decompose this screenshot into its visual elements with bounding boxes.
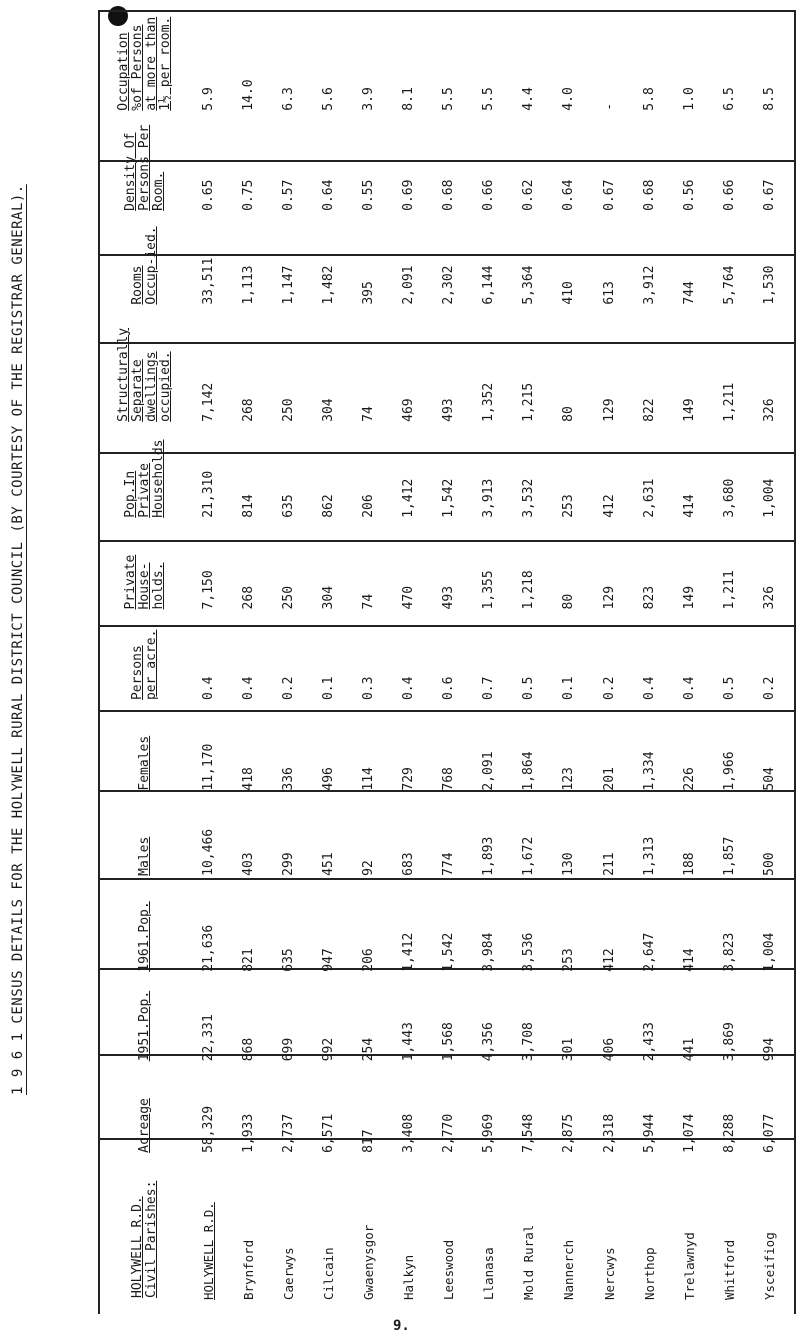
table-cell: 2,770 — [441, 1113, 457, 1153]
table-cell: 92 — [361, 860, 377, 876]
table-cell: 0.56 — [681, 179, 697, 211]
table-cell: 7,142 — [201, 382, 217, 422]
parish-name-cell: Brynford — [241, 1239, 257, 1300]
table-cell: 1,857 — [721, 836, 737, 876]
table-cell: 0.68 — [641, 179, 657, 211]
table-cell: 5,364 — [521, 265, 537, 305]
table-cell: 496 — [321, 767, 337, 791]
table-cell: 5,969 — [481, 1113, 497, 1153]
table-cell: 80 — [561, 593, 577, 610]
table-cell: 1,933 — [241, 1113, 257, 1153]
table-cell: 2,091 — [481, 751, 497, 791]
table-cell: 1,864 — [521, 751, 537, 791]
table-cell: 301 — [561, 1037, 577, 1062]
table-row — [710, 10, 750, 1306]
table-cell: 0.4 — [201, 676, 217, 701]
table-cell: 3,869 — [721, 1022, 737, 1062]
table-cell: 0.5 — [521, 676, 537, 701]
table-cell: 1,443 — [401, 1022, 417, 1062]
table-cell: 1,334 — [641, 751, 657, 791]
parish-name-cell: Caerwys — [281, 1247, 297, 1300]
table-cell: 469 — [401, 398, 417, 422]
table-cell: 2,091 — [401, 265, 417, 305]
table-cell: 0.2 — [281, 676, 297, 701]
table-cell: 268 — [241, 585, 257, 610]
table-cell: 123 — [561, 767, 577, 791]
table-cell: 0.57 — [281, 179, 297, 211]
table-cell: 7,548 — [521, 1113, 537, 1153]
table-cell: 3,912 — [641, 265, 657, 305]
table-cell: 823 — [641, 585, 657, 610]
table-cell: 0.2 — [601, 676, 617, 701]
table-cell: 336 — [281, 767, 297, 791]
table-cell: 74 — [361, 406, 377, 422]
table-cell: 0.55 — [361, 179, 377, 211]
header-row — [100, 10, 189, 1306]
header-private-households: Private House-holds. — [122, 554, 166, 610]
table-cell: 729 — [401, 767, 417, 791]
table-cell: 3,708 — [521, 1022, 537, 1062]
table-cell: 21,310 — [201, 470, 217, 518]
table-row — [390, 10, 430, 1306]
table-cell: 0.4 — [681, 676, 697, 701]
table-cell: 0.64 — [321, 179, 337, 211]
header-pop-private-households: Pop.In Private Households — [122, 439, 166, 518]
table-cell: 8,288 — [721, 1113, 737, 1153]
table-row — [349, 10, 389, 1306]
table-cell: - — [601, 102, 617, 111]
parish-name-cell: Northop — [641, 1247, 657, 1300]
table-cell: 451 — [321, 852, 337, 876]
table-cell: 6,077 — [761, 1113, 777, 1153]
table-cell: 0.3 — [361, 676, 377, 701]
table-cell: 406 — [601, 1037, 617, 1062]
parish-name-cell: Whitford — [721, 1239, 737, 1300]
table-cell: 253 — [561, 948, 577, 972]
table-cell: 6,571 — [321, 1113, 337, 1153]
table-cell: 635 — [281, 948, 297, 972]
page-title: 1 9 6 1 CENSUS DETAILS FOR THE HOLYWELL RURAL DISTRICT COUNCIL (BY COURTESY OF THE REGISTRAR GENERAL). — [10, 184, 26, 1095]
table-cell: 5,764 — [721, 265, 737, 305]
table-cell: 2,737 — [281, 1113, 297, 1153]
table-row — [550, 10, 590, 1306]
table-row — [189, 10, 229, 1306]
header-pop-1961: 1961.Pop. — [136, 901, 152, 972]
parish-name-cell: Nercwys — [601, 1247, 617, 1300]
table-cell: 253 — [561, 494, 577, 518]
table-cell: 299 — [281, 852, 297, 876]
table-cell: 5.6 — [321, 87, 337, 111]
table-cell: 4.4 — [521, 87, 537, 111]
table-cell: 33,511 — [201, 257, 217, 305]
table-cell: 0.67 — [601, 179, 617, 211]
table-cell: 304 — [321, 398, 337, 422]
table-cell: 0.1 — [321, 676, 337, 701]
table-cell: 1,893 — [481, 836, 497, 876]
table-cell: 2,318 — [601, 1113, 617, 1153]
table-cell: 410 — [561, 281, 577, 305]
table-cell: 1,218 — [521, 570, 537, 610]
table-row — [630, 10, 670, 1306]
table-cell: 504 — [761, 767, 777, 791]
table-cell: 8.5 — [761, 87, 777, 111]
table-cell: 250 — [281, 585, 297, 610]
table-cell: 868 — [241, 1037, 257, 1062]
table-cell: 80 — [561, 406, 577, 422]
table-cell: 414 — [681, 948, 697, 972]
table-cell: 3,984 — [481, 932, 497, 972]
table-cell: 1,355 — [481, 570, 497, 610]
table-cell: 0.4 — [241, 676, 257, 701]
table-cell: 441 — [681, 1037, 697, 1062]
table-cell: 817 — [361, 1129, 377, 1153]
table-cell: 412 — [601, 948, 617, 972]
table-cell: 1.0 — [681, 87, 697, 111]
table-cell: 8.1 — [401, 87, 417, 111]
table-cell: 1,530 — [761, 265, 777, 305]
table-cell: 3,913 — [481, 478, 497, 518]
table-cell: 268 — [241, 398, 257, 422]
header-females: Females — [136, 735, 152, 791]
table-row — [229, 10, 269, 1306]
table-cell: 1,211 — [721, 570, 737, 610]
table-cell: 4,356 — [481, 1022, 497, 1062]
table-cell: 3,532 — [521, 478, 537, 518]
table-cell: 0.6 — [441, 676, 457, 701]
table-cell: 254 — [361, 1037, 377, 1062]
table-cell: 326 — [761, 585, 777, 610]
table-cell: 129 — [601, 398, 617, 422]
page-number: 9. — [393, 1318, 410, 1334]
table-cell: 3.9 — [361, 87, 377, 111]
table-cell: 3,680 — [721, 478, 737, 518]
table-cell: 206 — [361, 948, 377, 972]
table-cell: 1,412 — [401, 932, 417, 972]
parish-name-cell: HOLYWELL R.D. — [201, 1202, 217, 1300]
table-cell: 493 — [441, 398, 457, 422]
table-cell: 3,823 — [721, 932, 737, 972]
table-cell: 5.5 — [441, 87, 457, 111]
parish-name-cell: Cilcain — [321, 1247, 337, 1300]
header-pop-1951: 1951.Pop. — [136, 990, 152, 1062]
table-cell: 1,004 — [761, 478, 777, 518]
table-cell: 149 — [681, 398, 697, 422]
table-cell: 0.66 — [481, 179, 497, 211]
table-cell: 188 — [681, 852, 697, 876]
table-cell: 500 — [761, 852, 777, 876]
parish-name-cell: Llanasa — [481, 1247, 497, 1300]
table-cell: 11,170 — [201, 743, 217, 791]
table-cell: 1,672 — [521, 836, 537, 876]
table-cell: 0.4 — [401, 676, 417, 701]
table-cell: 74 — [361, 593, 377, 610]
table-cell: 6.5 — [721, 87, 737, 111]
table-cell: 992 — [321, 1037, 337, 1062]
table-cell: 1,074 — [681, 1113, 697, 1153]
header-persons-per-acre: Persons per acre. — [129, 629, 159, 701]
table-cell: 10,466 — [201, 828, 217, 876]
header-density: Density Of Persons Per Room. — [122, 124, 166, 211]
table-cell: 250 — [281, 398, 297, 422]
table-cell: 768 — [441, 767, 457, 791]
table-cell: 0.2 — [761, 676, 777, 701]
table-cell: 1,113 — [241, 265, 257, 305]
table-cell: 994 — [761, 1037, 777, 1062]
table-cell: 699 — [281, 1037, 297, 1062]
table-cell: 403 — [241, 852, 257, 876]
table-cell: 1,313 — [641, 836, 657, 876]
table-cell: 1,966 — [721, 751, 737, 791]
table-cell: 2,875 — [561, 1113, 577, 1153]
census-table-rotated — [100, 10, 790, 1306]
table-row — [510, 10, 550, 1306]
census-table — [100, 10, 790, 1306]
table-cell: 114 — [361, 767, 377, 791]
table-cell: 7,150 — [201, 570, 217, 610]
table-cell: 3,408 — [401, 1113, 417, 1153]
table-cell: 5.9 — [201, 87, 217, 111]
table-cell: 2,433 — [641, 1022, 657, 1062]
table-cell: 6.3 — [281, 87, 297, 111]
table-cell: 226 — [681, 767, 697, 791]
table-cell: 326 — [761, 398, 777, 422]
header-males: Males — [136, 836, 152, 876]
table-cell: 493 — [441, 585, 457, 610]
table-cell: 947 — [321, 948, 337, 972]
table-cell: 6,144 — [481, 265, 497, 305]
table-cell: 1,352 — [481, 382, 497, 422]
table-cell: 211 — [601, 852, 617, 876]
table-row — [309, 10, 349, 1306]
table-cell: 2,631 — [641, 478, 657, 518]
table-cell: 1,542 — [441, 932, 457, 972]
table-cell: 0.68 — [441, 179, 457, 211]
table-cell: 129 — [601, 585, 617, 610]
table-cell: 0.4 — [641, 676, 657, 701]
header-acreage: Acreage — [136, 1098, 152, 1153]
table-cell: 0.65 — [201, 179, 217, 211]
table-cell: 414 — [681, 494, 697, 518]
table-cell: 1,542 — [441, 478, 457, 518]
table-cell: 0.69 — [401, 179, 417, 211]
table-cell: 412 — [601, 494, 617, 518]
table-cell: 304 — [321, 585, 337, 610]
table-row — [670, 10, 710, 1306]
table-cell: 21,636 — [201, 924, 217, 972]
table-cell: 0.64 — [561, 179, 577, 211]
header-structurally-separate: Structurally Separate dwellings occupied. — [115, 327, 173, 422]
table-row — [269, 10, 309, 1306]
table-cell: 5.8 — [641, 87, 657, 111]
table-cell: 0.1 — [561, 676, 577, 701]
table-cell: 395 — [361, 281, 377, 305]
header-parishes: HOLYWELL R.D. Civil Parishes: — [129, 1180, 159, 1298]
table-cell: 635 — [281, 494, 297, 518]
table-cell: 470 — [401, 585, 417, 610]
table-row — [750, 10, 790, 1306]
table-cell: 822 — [641, 398, 657, 422]
table-cell: 418 — [241, 767, 257, 791]
table-cell: 1,004 — [761, 932, 777, 972]
table-cell: 1,215 — [521, 382, 537, 422]
table-cell: 613 — [601, 281, 617, 305]
parish-name-cell: Leeswood — [441, 1239, 457, 1300]
table-cell: 2,302 — [441, 265, 457, 305]
table-cell: 4.0 — [561, 87, 577, 111]
table-cell: 0.66 — [721, 179, 737, 211]
parish-name-cell: Trelawnyd — [681, 1232, 697, 1300]
table-cell: 2,647 — [641, 932, 657, 972]
table-cell: 1,568 — [441, 1022, 457, 1062]
header-occupation: Occupation %of Persons at more than 1½ per room. — [115, 16, 173, 111]
header-rooms-occupied: Rooms Occup-ied. — [129, 226, 159, 305]
table-row — [470, 10, 510, 1306]
table-cell: 0.7 — [481, 676, 497, 701]
table-cell: 149 — [681, 585, 697, 610]
table-cell: 1,482 — [321, 265, 337, 305]
table-cell: 744 — [681, 281, 697, 305]
table-cell: 201 — [601, 767, 617, 791]
table-cell: 3,536 — [521, 932, 537, 972]
table-cell: 0.75 — [241, 179, 257, 211]
table-cell: 14.0 — [241, 79, 257, 111]
parish-name-cell: Halkyn — [401, 1254, 417, 1300]
table-cell: 130 — [561, 852, 577, 876]
parish-name-cell: Ysceifiog — [761, 1232, 777, 1300]
table-cell: 774 — [441, 852, 457, 876]
parish-name-cell: Gwaenysgor — [361, 1224, 377, 1300]
table-cell: 683 — [401, 852, 417, 876]
parish-name-cell: Nannerch — [561, 1239, 577, 1300]
table-cell: 0.62 — [521, 179, 537, 211]
table-cell: 22,331 — [201, 1014, 217, 1062]
table-cell: 0.67 — [761, 179, 777, 211]
table-cell: 862 — [321, 494, 337, 518]
table-cell: 0.5 — [721, 676, 737, 701]
table-cell: 5,944 — [641, 1113, 657, 1153]
table-cell: 814 — [241, 494, 257, 518]
table-cell: 1,211 — [721, 382, 737, 422]
table-cell: 206 — [361, 494, 377, 518]
table-row — [430, 10, 470, 1306]
table-row — [590, 10, 630, 1306]
parish-name-cell: Mold Rural — [521, 1224, 537, 1300]
table-cell: 1,147 — [281, 265, 297, 305]
table-cell: 58,329 — [201, 1105, 217, 1153]
table-cell: 821 — [241, 948, 257, 972]
table-cell: 1,412 — [401, 478, 417, 518]
table-cell: 5.5 — [481, 87, 497, 111]
